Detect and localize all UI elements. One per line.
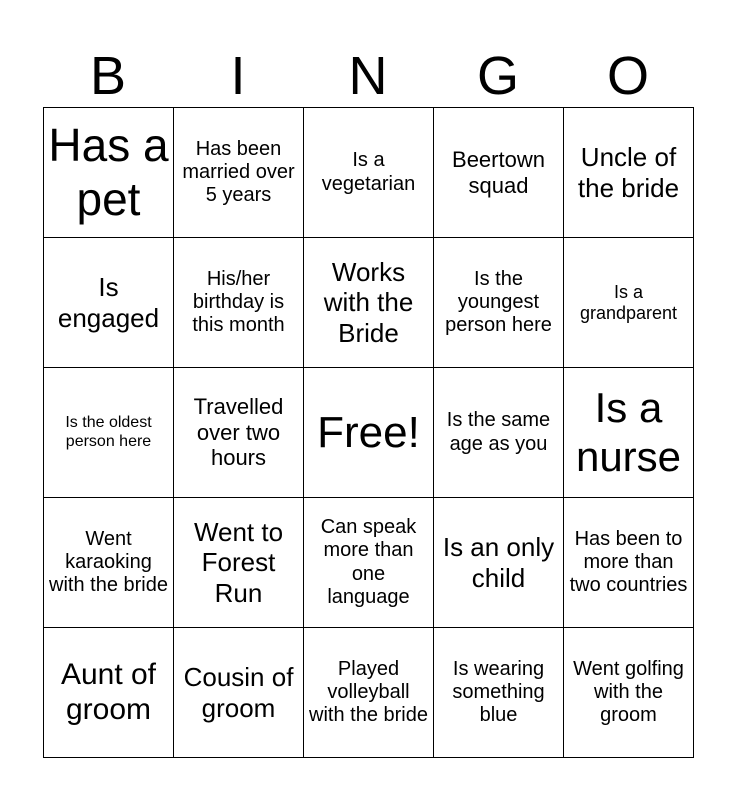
bingo-cell: Went to Forest Run bbox=[174, 498, 304, 628]
bingo-cell: Is the oldest person here bbox=[44, 368, 174, 498]
free-space-cell: Free! bbox=[304, 368, 434, 498]
grid-row bbox=[44, 498, 694, 628]
grid-row bbox=[44, 368, 694, 498]
bingo-cell: Went golfing with the groom bbox=[564, 628, 694, 758]
bingo-cell: Works with the Bride bbox=[304, 238, 434, 368]
header-letter-n: N bbox=[348, 46, 388, 106]
bingo-cell: Travelled over two hours bbox=[174, 368, 304, 498]
bingo-cell: Played volleyball with the bride bbox=[304, 628, 434, 758]
bingo-cell: His/her birthday is this month bbox=[174, 238, 304, 368]
bingo-cell: Uncle of the bride bbox=[564, 108, 694, 238]
bingo-cell: Is an only child bbox=[434, 498, 564, 628]
bingo-cell: Is wearing something blue bbox=[434, 628, 564, 758]
bingo-cell: Is a grandparent bbox=[564, 238, 694, 368]
bingo-cell: Went karaoking with the bride bbox=[44, 498, 174, 628]
header-letter-o: O bbox=[606, 46, 649, 106]
bingo-cell: Can speak more than one language bbox=[304, 498, 434, 628]
bingo-cell: Beertown squad bbox=[434, 108, 564, 238]
bingo-cell: Has been married over 5 years bbox=[174, 108, 304, 238]
bingo-cell: Cousin of groom bbox=[174, 628, 304, 758]
bingo-cell: Has a pet bbox=[44, 108, 174, 238]
bingo-grid bbox=[43, 107, 694, 758]
header-letter-g: G bbox=[476, 46, 519, 106]
bingo-cell: Has been to more than two countries bbox=[564, 498, 694, 628]
bingo-cell: Is a nurse bbox=[564, 368, 694, 498]
bingo-header bbox=[43, 44, 693, 108]
bingo-cell: Is the same age as you bbox=[434, 368, 564, 498]
header-letter-i: I bbox=[230, 46, 246, 106]
grid-row bbox=[44, 238, 694, 368]
bingo-cell: Is the youngest person here bbox=[434, 238, 564, 368]
bingo-cell: Is engaged bbox=[44, 238, 174, 368]
bingo-cell: Is a vegetarian bbox=[304, 108, 434, 238]
bingo-cell: Aunt of groom bbox=[44, 628, 174, 758]
header-letter-b: B bbox=[89, 46, 127, 106]
grid-row bbox=[44, 628, 694, 758]
grid-row bbox=[44, 108, 694, 238]
